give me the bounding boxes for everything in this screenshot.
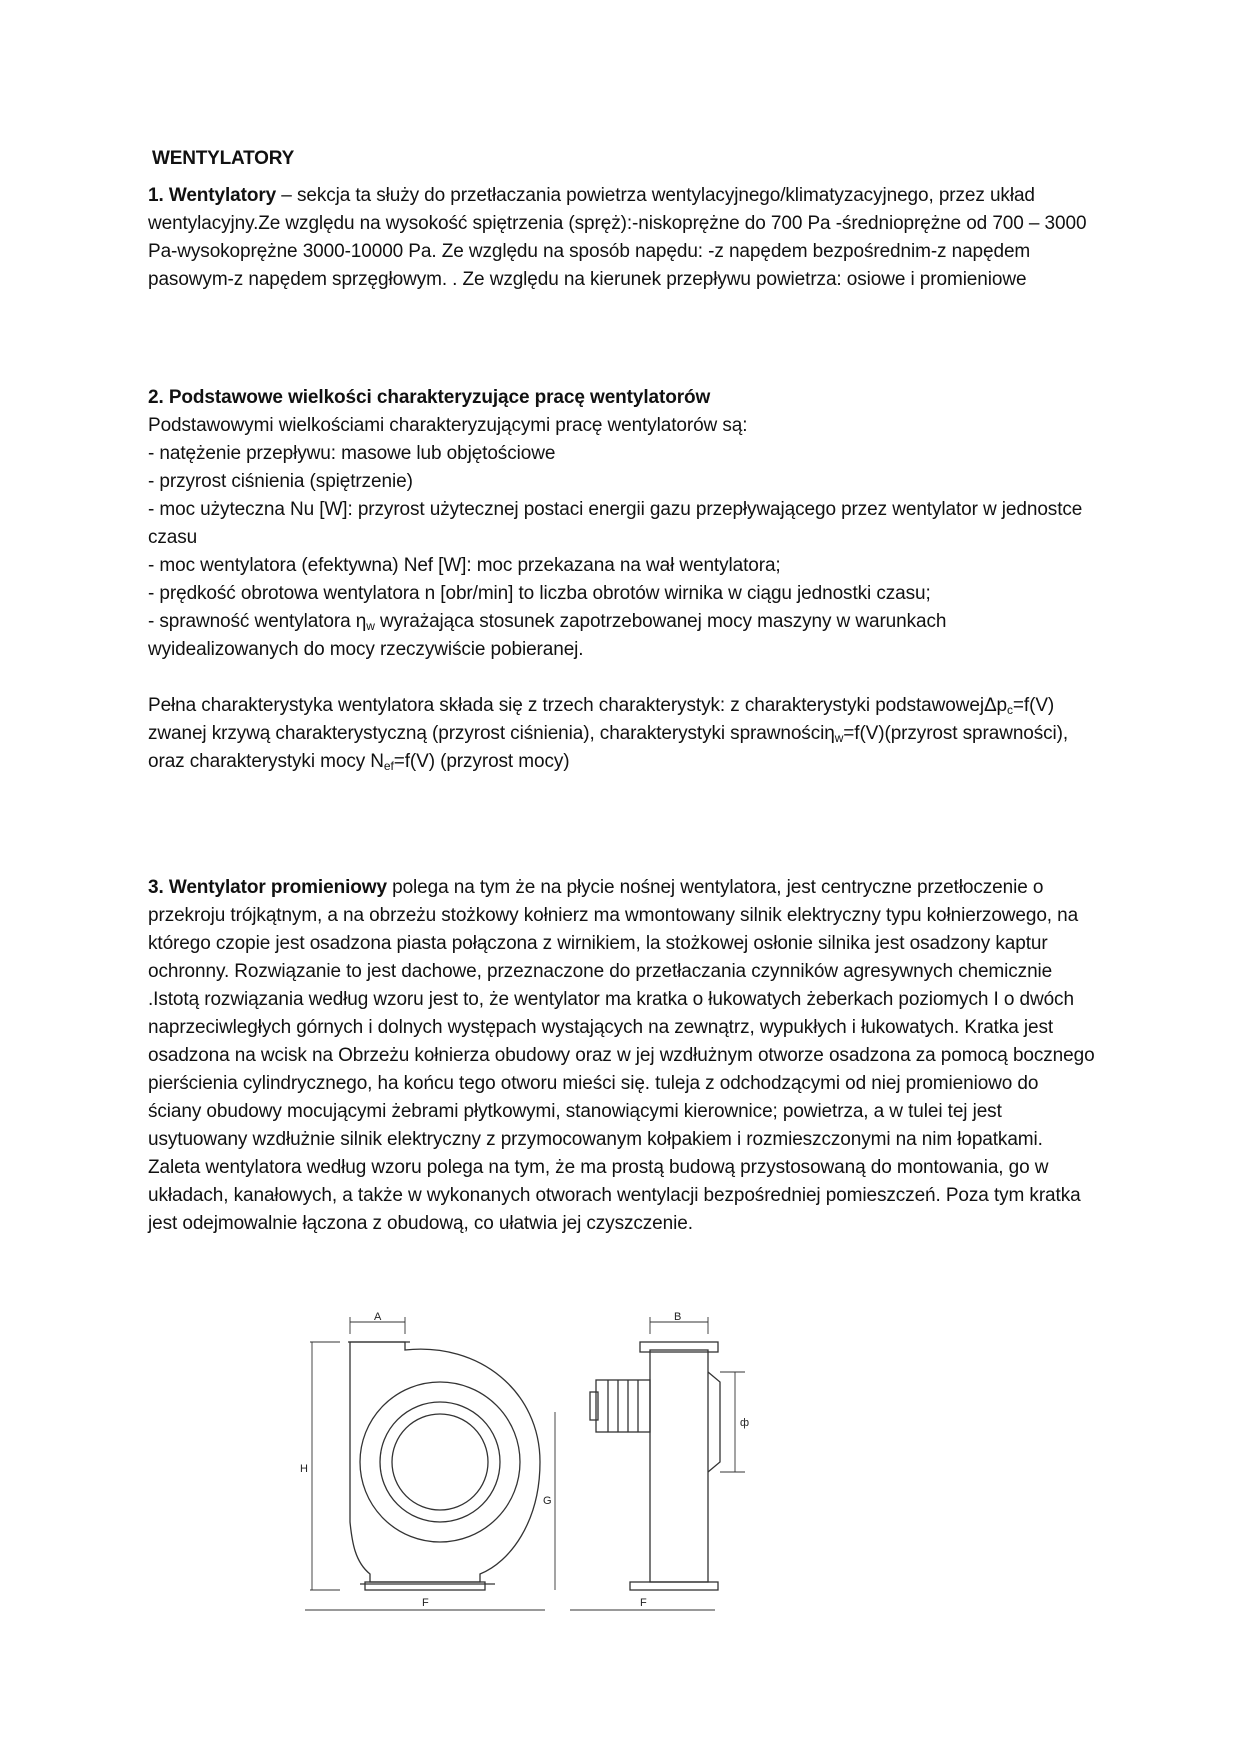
full-text-b: =f(V) zwanej krzywą charakterystyczną (przyrost ciśnienia), charakterystyki sprawnościη [148, 695, 1055, 744]
dim-label-h: H [300, 1463, 308, 1475]
section-2-item: - moc użyteczna Nu [W]: przyrost użytecznej postaci energii gazu przepływającego przez wentylator w jednostce czasu [148, 499, 1083, 548]
section-2-efficiency-item [148, 608, 1096, 664]
fan-technical-drawing [300, 1312, 860, 1622]
efficiency-text-b: wyrażająca stosunek zapotrzebowanej mocy maszyny w warunkach wyidealizowanych do mocy rzeczywiście pobieranej. [148, 611, 947, 660]
dim-label-phi: ф [740, 1417, 750, 1429]
full-subscript-3: ef [383, 759, 394, 773]
full-subscript-1: c [1007, 703, 1013, 717]
dim-label-b: B [674, 1312, 682, 1323]
full-text-a: Pełna charakterystyka wentylatora składa się z trzech charakterystyk: z charakterystyki podstawowejΔp [148, 695, 1008, 716]
dimension-lines [305, 1317, 745, 1610]
section-1 [148, 182, 1096, 294]
section-3-paragraph [148, 874, 1096, 1238]
dim-label-f-right: F [640, 1597, 647, 1609]
page-title: WENTYLATORY [152, 148, 295, 169]
section-1-text: – sekcja ta służy do przetłaczania powietrza wentylacyjnego/klimatyzacyjnego, przez układ wentylacyjny.Ze względu na wysokość spiętrzenia (spręż):-niskoprężne do 700 Pa -średnioprężne od 700 – 3000 Pa-wysokoprężne 3000-10000 Pa. Ze względu na sposób napędu: -z napędem bezpośrednim-z napędem pasowym-z napędem sprzęgłowym. . Ze względu na kierunek przepływu powietrza: osiowe i promieniowe [148, 185, 1087, 290]
section-1-paragraph [148, 182, 1096, 294]
full-text-c: =f(V)(przyrost sprawności), oraz charakterystyki mocy N [148, 723, 1069, 772]
section-2-item: - prędkość obrotowa wentylatora n [obr/min] to liczba obrotów wirnika w ciągu jednostki czasu; [148, 583, 931, 604]
fan-front-view [348, 1342, 540, 1590]
dim-label-g: G [543, 1495, 552, 1507]
section-2-heading: 2. Podstawowe wielkości charakteryzujące pracę wentylatorów [148, 387, 711, 408]
section-2-item: - natężenie przepływu: masowe lub objętościowe [148, 443, 556, 464]
dim-label-f-left: F [422, 1597, 429, 1609]
section-1-heading: 1. Wentylatory [148, 185, 277, 206]
section-3 [148, 874, 1096, 1238]
section-2 [148, 384, 1096, 776]
section-2-intro: Podstawowymi wielkościami charakteryzującymi pracę wentylatorów są: [148, 415, 748, 436]
full-subscript-2: w [834, 731, 844, 745]
efficiency-text-a: - sprawność wentylatora η [148, 611, 367, 632]
section-3-heading: 3. Wentylator promieniowy [148, 877, 387, 898]
efficiency-subscript: w [366, 619, 375, 633]
section-2-full-characteristic [148, 692, 1096, 776]
dim-label-a: A [374, 1312, 382, 1323]
section-2-item: - przyrost ciśnienia (spiętrzenie) [148, 471, 413, 492]
fan-side-view [590, 1342, 720, 1590]
section-2-item: - moc wentylatora (efektywna) Nef [W]: moc przekazana na wał wentylatora; [148, 555, 781, 576]
full-text-d: =f(V) (przyrost mocy) [393, 751, 570, 772]
section-3-text: polega na tym że na płycie nośnej wentylatora, jest centryczne przetłoczenie o przekroju trójkątnym, a na obrzeżu stożkowy kołnierz ma wmontowany silnik elektryczny typu kołnierzowego, na którego czopie jest osadzona piasta połączona z wirnikiem, la stożkowej osłonie silnika jest osadzony kaptur ochronny. Rozwiązanie to jest dachowe, przeznaczone do przetłaczania czynników agresywnych chemicznie .Istotą rozwiązania według wzoru jest to, że wentylator ma kratka o łukowatych żeberkach poziomych I o dwóch naprzeciwległych górnych i dolnych występach wystających na zewnątrz, wypukłych i łukowatych. Kratka jest osadzona na wcisk na Obrzeżu kołnierza obudowy oraz w jej wzdłużnym otworze osadzona za pomocą bocznego pierścienia cylindrycznego, ha końcu tego otworu mieści się. tuleja z odchodzącymi od niej promieniowo do ściany obudowy mocującymi żebrami płytkowymi, stanowiącymi kierownice; powietrza, a w tulei tej jest usytuowany wzdłużnie silnik elektryczny z przymocowanym kołpakiem i rozmieszczonymi na nim łopatkami. Zaleta wentylatora według wzoru polega na tym, że ma prostą budową przystosowaną do montowania, go w układach, kanałowych, a także w wykonanych otworach wentylacji bezpośredniej pomieszczeń. Poza tym kratka jest odejmowalnie łączona z obudową, co ułatwia jej czyszczenie. [148, 877, 1095, 1234]
fan-drawing-svg [300, 1312, 860, 1622]
